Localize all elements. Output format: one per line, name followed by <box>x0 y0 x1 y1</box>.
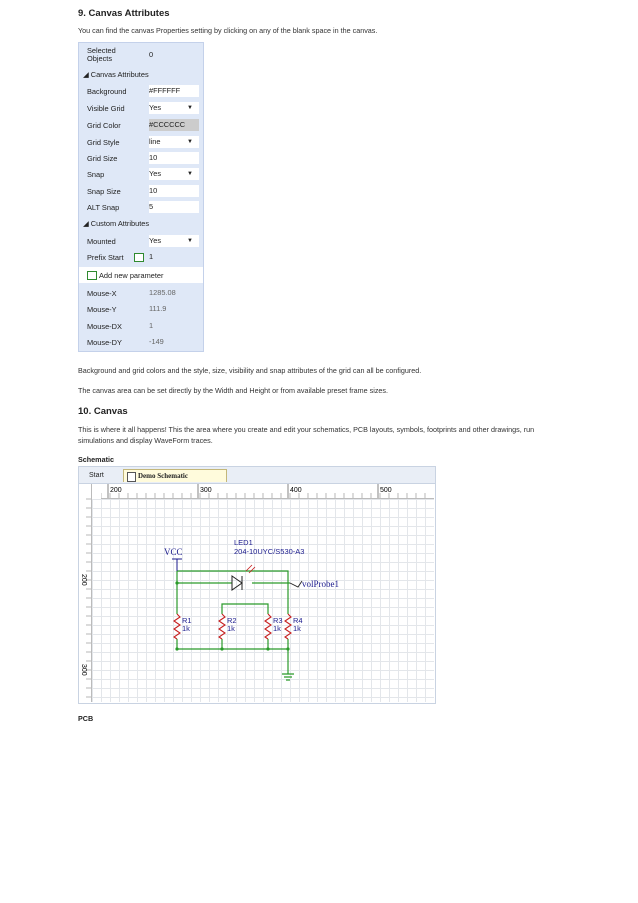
tab-bar <box>79 467 435 484</box>
mouse-row-mouse-dy <box>79 334 203 350</box>
junction-dot <box>286 647 289 650</box>
property-row-snap <box>79 166 203 182</box>
property-value: Yes <box>149 103 162 112</box>
resistor-r3-value: 1k <box>273 624 281 633</box>
property-label: Snap <box>87 170 105 179</box>
resistor-r1-symbol <box>174 614 180 639</box>
mounted-value: Yes <box>149 236 162 245</box>
ruler-left <box>79 484 92 702</box>
resistor-r4-value: 1k <box>293 624 301 633</box>
resistor-r1-value: 1k <box>182 624 190 633</box>
mouse-label: Mouse-X <box>87 289 117 298</box>
circuit-drawing <box>92 499 434 702</box>
mouse-value: -149 <box>149 337 164 346</box>
tab-demo-schematic[interactable] <box>123 469 227 482</box>
property-label: Visible Grid <box>87 104 125 113</box>
mouse-label: Mouse-Y <box>87 305 117 314</box>
section-9-heading: 9. Canvas Attributes <box>78 8 170 19</box>
ruler-top-label: 500 <box>380 487 392 494</box>
ruler-top-label: 300 <box>200 487 212 494</box>
mounted-label: Mounted <box>87 237 116 246</box>
property-value-field[interactable] <box>149 136 199 148</box>
dropdown-arrow-icon: ▼ <box>187 105 193 111</box>
probe-label: volProbe1 <box>302 579 339 589</box>
mounted-row <box>79 233 203 249</box>
canvas-size-paragraph: The canvas area can be set directly by the Width and Height or from available preset frame sizes. <box>78 386 389 395</box>
bottom-rail-wire <box>177 639 288 649</box>
edit-icon[interactable] <box>134 253 144 262</box>
property-row-alt-snap <box>79 199 203 215</box>
resistor-r4-ref: R4 <box>293 616 303 625</box>
schematic-window <box>78 466 436 704</box>
tab-demo-schematic-label: Demo Schematic <box>138 472 188 480</box>
add-parameter-row[interactable] <box>79 267 203 283</box>
property-value-field[interactable] <box>149 102 199 114</box>
led-part-label: 204-10UYC/S530-A3 <box>234 547 305 556</box>
resistor-r2-ref: R2 <box>227 616 237 625</box>
property-label: Grid Style <box>87 138 120 147</box>
dropdown-arrow-icon: ▼ <box>187 139 193 145</box>
ruler-left-label: 300 <box>80 664 87 676</box>
property-value-field[interactable] <box>149 201 199 213</box>
resistor-r3-symbol <box>265 614 271 639</box>
property-row-grid-style <box>79 134 203 150</box>
pcb-heading: PCB <box>78 714 94 723</box>
resistor-r2-symbol <box>219 614 225 639</box>
prefix-start-label: Prefix Start <box>87 253 124 262</box>
property-label: ALT Snap <box>87 203 120 212</box>
section-10-body-line-1: This is where it all happens! This the area where you create and edit your schematics, PCB layouts, symbols, footprints and other drawings, run <box>78 425 535 434</box>
dropdown-arrow-icon: ▼ <box>187 171 193 177</box>
property-label: Snap Size <box>87 187 121 196</box>
led-symbol <box>232 576 242 590</box>
resistor-r4-symbol <box>285 614 291 639</box>
document-icon <box>127 472 136 482</box>
ruler-top-label: 400 <box>290 487 302 494</box>
property-label: Grid Size <box>87 154 118 163</box>
property-row-grid-color <box>79 117 203 133</box>
vcc-symbol <box>172 559 182 571</box>
vcc-label: VCC <box>164 547 183 557</box>
properties-panel <box>78 42 204 352</box>
property-value: 10 <box>149 186 158 195</box>
property-value: 5 <box>149 202 154 211</box>
mounted-select[interactable] <box>149 235 199 247</box>
selected-objects-row <box>79 45 203 65</box>
ruler-left-label: 200 <box>80 574 87 586</box>
tab-start[interactable]: Start <box>89 472 104 479</box>
property-row-background <box>79 83 203 99</box>
prefix-start-row <box>79 249 203 265</box>
mouse-row-mouse-dx <box>79 318 203 334</box>
ruler-top <box>101 484 434 499</box>
mouse-value: 1 <box>149 321 154 330</box>
mid-wire <box>222 604 268 614</box>
selected-objects-label: Selected Objects <box>87 46 116 63</box>
probe-symbol <box>290 581 302 587</box>
junction-dot <box>175 581 178 584</box>
property-value: #CCCCCC <box>149 120 186 129</box>
property-value: #FFFFFF <box>149 86 181 95</box>
property-row-snap-size <box>79 183 203 199</box>
property-value-field[interactable] <box>149 85 199 97</box>
custom-attributes-group[interactable] <box>79 216 203 230</box>
property-value-field[interactable] <box>149 119 199 131</box>
ruler-top-ticks <box>101 484 434 498</box>
config-paragraph: Background and grid colors and the style, size, visibility and snap attributes of the grid can all be configured. <box>78 366 422 375</box>
property-label: Background <box>87 87 127 96</box>
mouse-label: Mouse-DX <box>87 322 122 331</box>
custom-attributes-group-label: ◢ Custom Attributes <box>83 219 150 228</box>
schematic-canvas[interactable] <box>92 499 434 702</box>
selected-objects-value: 0 <box>149 50 154 59</box>
section-10-body-line-2: simulations and display WaveForm traces. <box>78 436 213 445</box>
mouse-row-mouse-y <box>79 301 203 317</box>
junction-dot <box>175 647 178 650</box>
property-row-visible-grid <box>79 100 203 116</box>
property-value: line <box>149 137 161 146</box>
canvas-attributes-group-label: ◢ Canvas Attributes <box>83 70 149 79</box>
property-value: 10 <box>149 153 158 162</box>
mouse-label: Mouse-DY <box>87 338 122 347</box>
ruler-left-ticks <box>79 484 91 702</box>
resistor-r2-value: 1k <box>227 624 235 633</box>
add-parameter-icon <box>87 271 97 280</box>
canvas-attributes-group[interactable] <box>79 67 203 81</box>
led-ref-label: LED1 <box>234 538 253 547</box>
prefix-start-value[interactable]: 1 <box>149 252 154 261</box>
property-value-field[interactable] <box>149 185 199 197</box>
mouse-row-mouse-x <box>79 285 203 301</box>
led-emission-arrows <box>246 565 255 573</box>
property-value-field[interactable] <box>149 168 199 180</box>
property-value: Yes <box>149 169 162 178</box>
resistor-r3-ref: R3 <box>273 616 283 625</box>
junction-dot <box>220 647 223 650</box>
resistor-r1-ref: R1 <box>182 616 192 625</box>
add-parameter-label: Add new parameter <box>99 271 164 280</box>
ruler-top-label: 200 <box>110 487 122 494</box>
property-value-field[interactable] <box>149 152 199 164</box>
junction-dot <box>266 647 269 650</box>
mouse-value: 1285.08 <box>149 288 176 297</box>
section-9-intro: You can find the canvas Properties setting by clicking on any of the blank space in the canvas. <box>78 26 378 35</box>
resistor-return-wires <box>222 639 288 649</box>
property-label: Grid Color <box>87 121 121 130</box>
section-10-heading: 10. Canvas <box>78 406 128 417</box>
mouse-value: 111.9 <box>149 304 167 313</box>
schematic-heading: Schematic <box>78 455 114 464</box>
dropdown-arrow-icon: ▼ <box>187 238 193 244</box>
property-row-grid-size <box>79 150 203 166</box>
ground-symbol <box>282 674 294 680</box>
